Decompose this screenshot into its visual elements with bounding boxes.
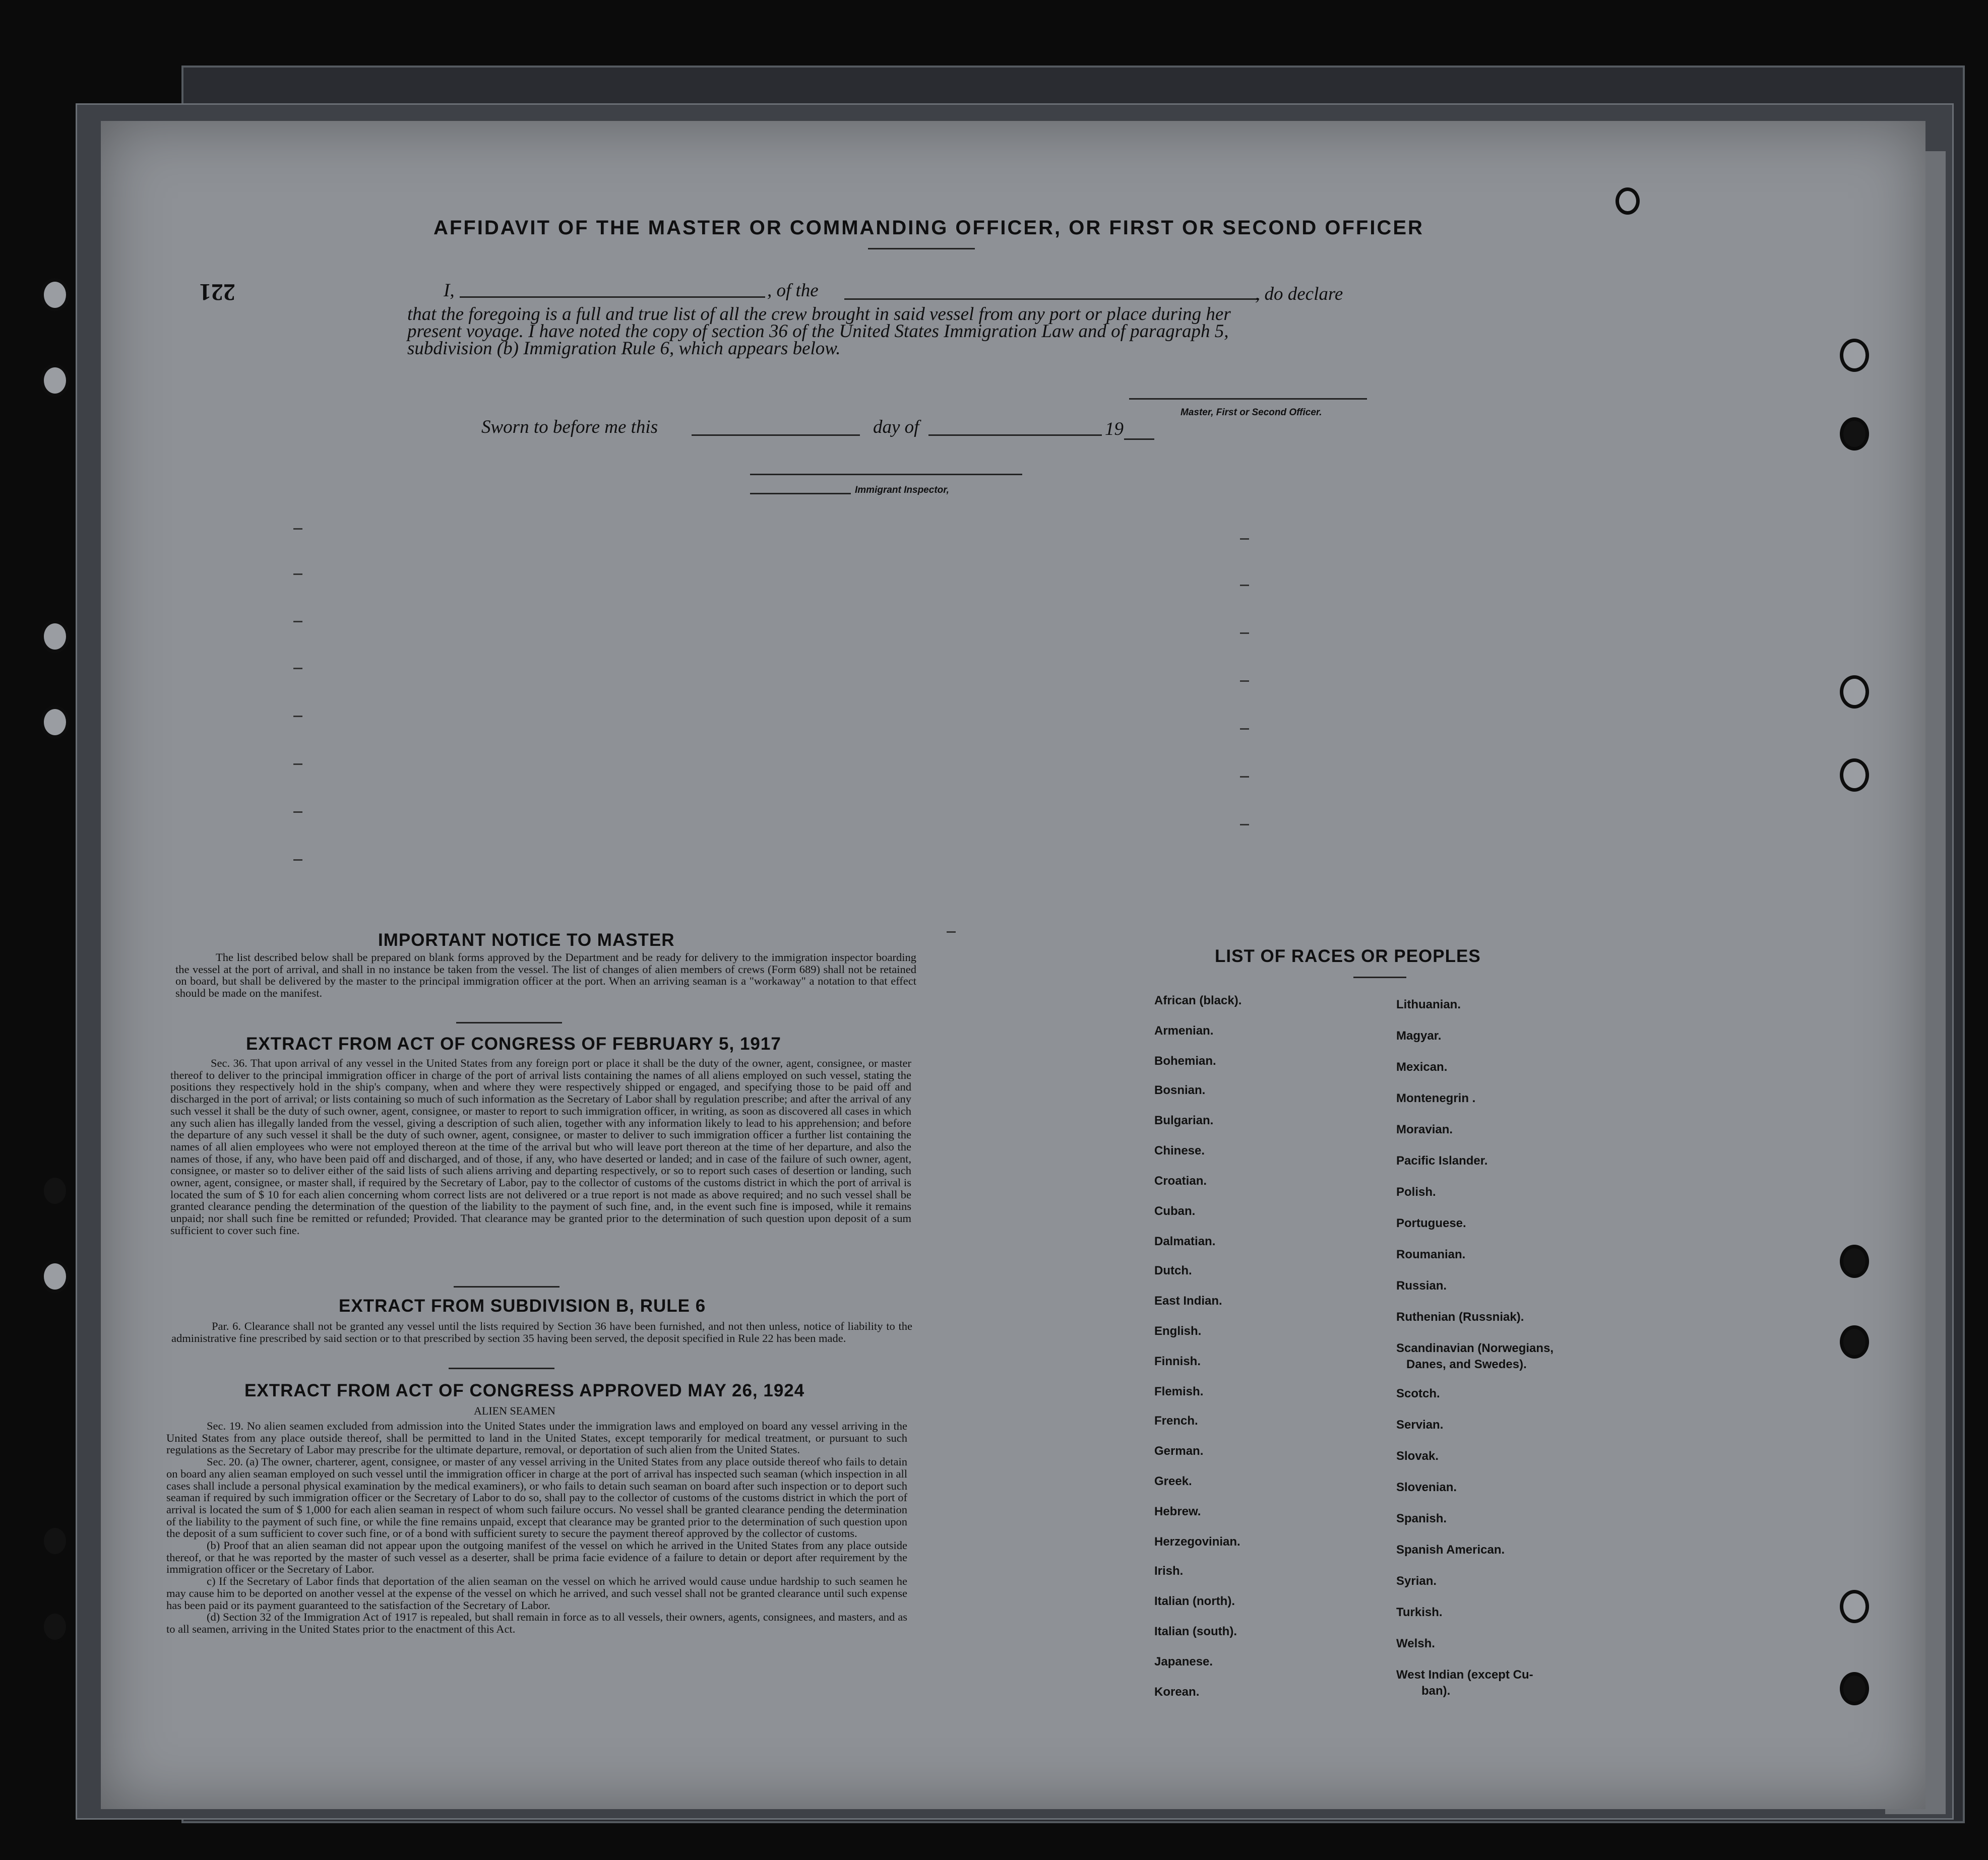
race-item: Welsh.: [1396, 1637, 1435, 1650]
alien-seamen-subtitle: ALIEN SEAMEN: [474, 1404, 555, 1417]
page-number: 221: [199, 279, 235, 305]
declaration-line: subdivision (b) Immigration Rule 6, which appears below.: [407, 338, 841, 359]
races-title-underline: [1353, 977, 1406, 978]
binder-hole-icon: [40, 278, 70, 311]
sworn-month-blank: [928, 434, 1102, 436]
section-20a-paragraph: Sec. 20. (a) The owner, charterer, agent, consignee, or master of any vessel arriving in the United States from any place outside thereof who fails to detain on board any alien seaman employed on such vessel until the immigration officer in charge at the port of arrival has inspected such seaman (which inspection in all cases shall include a personal physical examination by the medical examiners), or who fails to detain such seaman on board after such inspection or to deport such seaman if required by such immigration officer or the Secretary of Labor to do so, shall pay to the collector of customs of the customs district in which the port of arrival is located the sum of $ 1,000 for each alien seaman in respect of whom such failure occurs. No vessel shall be granted clearance pending the determination of the liability to the payment of such fine, or while the fine remains unpaid, except that clearance may be granted prior to the determination of such question upon the deposit of a sum sufficient to cover such fine, or of a bond with sufficient surety to secure the payment thereof approved by the collector of customs.: [166, 1455, 907, 1540]
race-item: English.: [1154, 1324, 1202, 1338]
race-item: Magyar.: [1396, 1029, 1442, 1043]
binder-hole-icon: [1840, 1672, 1869, 1705]
race-item: Bohemian.: [1154, 1054, 1216, 1068]
sworn-day-blank: [692, 434, 860, 436]
master-signature-label: Master, First or Second Officer.: [1181, 407, 1322, 418]
declaration-line: that the foregoing is a full and true list of all the crew brought in said vessel from any port or place during her: [407, 304, 1231, 325]
race-item: Spanish.: [1396, 1512, 1447, 1525]
race-item: Dalmatian.: [1154, 1235, 1216, 1248]
year-prefix: 19: [1105, 419, 1124, 439]
race-item: Montenegrin .: [1396, 1092, 1476, 1105]
race-item: German.: [1154, 1444, 1204, 1458]
column-dash: [1240, 824, 1249, 825]
race-item: French.: [1154, 1414, 1198, 1428]
race-item: Irish.: [1154, 1564, 1184, 1578]
race-item: Danes, and Swedes).: [1406, 1358, 1527, 1371]
section-20d-paragraph: (d) Section 32 of the Immigration Act of 1917 is repealed, but shall remain in force as to all vessels, their owners, agents, consignees, and masters, and as to all seamen, arriving in the United States prior to the enactment of this Act.: [166, 1611, 907, 1635]
binder-hole-icon: [40, 1610, 70, 1643]
race-item: Portuguese.: [1396, 1216, 1466, 1230]
race-item: Greek.: [1154, 1474, 1192, 1488]
column-dash: [293, 621, 302, 622]
binder-hole-icon: [40, 620, 70, 653]
binder-hole-icon: [40, 705, 70, 739]
column-dash: [293, 716, 302, 717]
race-item: Scotch.: [1396, 1387, 1440, 1400]
race-item: Herzegovinian.: [1154, 1535, 1240, 1549]
race-item: Syrian.: [1396, 1574, 1437, 1588]
master-signature-line: [1129, 398, 1367, 400]
race-item: ban).: [1421, 1684, 1451, 1698]
race-item: Polish.: [1396, 1185, 1436, 1199]
inspector-signature-line-top: [750, 474, 1022, 475]
notice-text: [175, 951, 916, 999]
section-20b-paragraph: (b) Proof that an alien seaman did not appear upon the outgoing manifest of the vessel on which he arrived in the United States from any place outside thereof, or that he was reported by the master of such vessel as a deserter, shall be prima facie evidence of a failure to detain or deport after requirement by the immigration officer or the Secretary of Labor.: [166, 1539, 907, 1576]
notice-title: IMPORTANT NOTICE TO MASTER: [378, 930, 675, 950]
race-item: Pacific Islander.: [1396, 1154, 1488, 1168]
binder-hole-icon: [1616, 187, 1640, 215]
binder-hole-icon: [1840, 339, 1869, 372]
race-item: Spanish American.: [1396, 1543, 1505, 1557]
vessel-name-blank: [844, 298, 1259, 300]
column-dash: [1240, 585, 1249, 586]
declaration-line: present voyage. I have noted the copy of section 36 of the United States Immigration Law and of paragraph 5,: [407, 321, 1229, 342]
inspector-label: Immigrant Inspector,: [855, 485, 949, 495]
column-dash: [1240, 632, 1249, 634]
day-of-text: day of: [873, 417, 919, 437]
race-item: Turkish.: [1396, 1606, 1443, 1619]
race-item: Bosnian.: [1154, 1083, 1206, 1097]
column-dash: [1240, 776, 1249, 778]
binder-hole-icon: [1840, 417, 1869, 451]
race-item: Flemish.: [1154, 1385, 1204, 1398]
race-item: Servian.: [1396, 1418, 1444, 1432]
declare-end: , do declare: [1255, 284, 1343, 304]
binder-hole-icon: [1840, 758, 1869, 792]
extract-1917-text: [170, 1057, 911, 1237]
race-item: Italian (south).: [1154, 1625, 1237, 1638]
notice-paragraph: The list described below shall be prepared on blank forms approved by the Department and be ready for delivery to the immigration inspector boarding the vessel at the port of arrival, and shall in no instance be taken from the vessel. The list of changes of alien members of crews (Form 689) shall not be retained on board, but shall be delivered by the master to the principal immigration officer at the port. When an arriving seaman is a "workaway" a notation to that effect should be made on the manifest.: [175, 951, 916, 1000]
section-divider: [456, 1022, 562, 1023]
race-item: Roumanian.: [1396, 1248, 1466, 1261]
declare-of-the: , of the: [767, 280, 819, 301]
column-dash: [947, 931, 956, 933]
binder-hole-icon: [1840, 675, 1869, 709]
binder-hole-icon: [1840, 1325, 1869, 1359]
race-item: Croatian.: [1154, 1174, 1207, 1188]
rule6-title: EXTRACT FROM SUBDIVISION B, RULE 6: [339, 1296, 706, 1316]
binder-hole-icon: [40, 1174, 70, 1207]
rule6-text: [171, 1320, 912, 1344]
section-divider: [454, 1286, 560, 1288]
declare-i: I,: [444, 280, 455, 301]
race-item: African (black).: [1154, 994, 1242, 1007]
binder-hole-icon: [40, 1260, 70, 1293]
column-dash: [293, 859, 302, 861]
race-item: Korean.: [1154, 1685, 1200, 1699]
column-dash: [1240, 680, 1249, 682]
column-dash: [293, 528, 302, 530]
section-36-paragraph: Sec. 36. That upon arrival of any vessel in the United States from any foreign port or place it shall be the duty of the owner, agent, consignee, or master thereof to deliver to the principal immigration officer in charge of the port of arrival lists containing the names of all aliens employed on such vessel, stating the positions they respectively hold in the ship's company, when and where they were respectively shipped or engaged, and specifying those to be paid off and discharged in the port of arrival; or lists containing so much of such information as the Secretary of Labor shall by regulation prescribe; and after the arrival of any such vessel it shall be the duty of such owner, agent, consignee, or master to report to such immigration officer, in writing, as soon as discovered all cases in which any such alien has illegally landed from the vessel, giving a description of such alien, together with any information likely to lead to his apprehension; and before the departure of any such vessel it shall be the duty of such owner, agent, consignee, or master to deliver to such immigration officer a further list containing the names of all alien employees who were not employed thereon at the time of the arrival but who will leave port thereon at the time of her departure, and also the names of those, if any, who have been paid off and discharged, and of those, if any, who have deserted or landed; and in case of the failure of such owner, agent, consignee, or master so to deliver either of the said lists of such aliens arriving and departing respectively, or so to report such cases of desertion or landing, such owner, agent, consignee, or master shall, if required by the Secretary of Labor, pay to the collector of customs of the customs district in which the port of arrival is located the sum of $ 10 for each alien concerning whom correct lists are not delivered or a true report is not made as above required; and no such vessel shall be granted clearance pending the determination of the question of the liability to the payment of such fine, and, in the event such fine is imposed, while it remains unpaid; nor shall such fine be remitted or refunded; Provided. That clearance may be granted prior to the determination of such question upon deposit of a sum sufficient to cover such fine.: [170, 1057, 911, 1237]
races-title: LIST OF RACES OR PEOPLES: [1215, 946, 1481, 966]
column-dash: [293, 763, 302, 765]
binder-hole-icon: [1840, 1590, 1869, 1623]
column-dash: [1240, 538, 1249, 540]
race-item: Cuban.: [1154, 1204, 1196, 1218]
race-item: Japanese.: [1154, 1655, 1213, 1669]
race-item: Dutch.: [1154, 1264, 1192, 1277]
column-dash: [293, 811, 302, 813]
inspector-signature-line: [750, 493, 851, 494]
binder-hole-icon: [1840, 1245, 1869, 1278]
binder-hole-icon: [40, 364, 70, 397]
extract-1924-title: EXTRACT FROM ACT OF CONGRESS APPROVED MAY 26, 1924: [244, 1381, 805, 1400]
race-item: Bulgarian.: [1154, 1114, 1214, 1127]
sworn-year-blank: [1124, 438, 1154, 440]
affidavit-title: AFFIDAVIT OF THE MASTER OR COMMANDING OFFICER, OR FIRST OR SECOND OFFICER: [433, 217, 1424, 239]
race-item: Russian.: [1396, 1279, 1447, 1293]
rule6-paragraph: Par. 6. Clearance shall not be granted any vessel until the lists required by Section 36 have been furnished, and not then unless, notice of liability to the administrative fine prescribed by said section or to that prescribed by section 35 having been served, the deposit specified in Rule 22 has been made.: [171, 1320, 912, 1344]
master-name-blank: [460, 296, 765, 298]
race-item: West Indian (except Cu-: [1396, 1668, 1533, 1682]
race-item: Chinese.: [1154, 1144, 1205, 1158]
section-divider: [449, 1368, 554, 1369]
title-underline: [868, 248, 975, 249]
race-item: Slovenian.: [1396, 1481, 1457, 1494]
race-item: Italian (north).: [1154, 1594, 1235, 1608]
race-item: Hebrew.: [1154, 1505, 1201, 1518]
race-item: Lithuanian.: [1396, 998, 1461, 1011]
column-dash: [293, 668, 302, 669]
race-item: Scandinavian (Norwegians,: [1396, 1341, 1554, 1355]
race-item: Armenian.: [1154, 1024, 1214, 1038]
race-item: Ruthenian (Russniak).: [1396, 1310, 1524, 1324]
extract-1924-text: [166, 1420, 907, 1635]
binder-hole-icon: [40, 1524, 70, 1558]
column-dash: [1240, 728, 1249, 730]
section-20c-paragraph: c) If the Secretary of Labor finds that deportation of the alien seaman on the vessel on which he arrived would cause undue hardship to such seamen he may cause him to be deported on another vessel at the expense of the vessel on which he arrived, and such vessel shall not be granted clearance until such expense has been paid or its payment guaranteed to the satisfaction of the Secretary of Labor.: [166, 1575, 907, 1612]
race-item: Finnish.: [1154, 1355, 1201, 1368]
extract-1917-title: EXTRACT FROM ACT OF CONGRESS OF FEBRUARY 5, 1917: [246, 1034, 781, 1054]
race-item: Moravian.: [1396, 1123, 1453, 1136]
race-item: Mexican.: [1396, 1060, 1448, 1074]
sworn-text: Sworn to before me this: [481, 417, 658, 437]
section-19-paragraph: Sec. 19. No alien seamen excluded from admission into the United States under the immigration laws and employed on board any vessel arriving in the United States from any place outside thereof, shall be permitted to land in the United States, except temporarily for medical treatment, or pursuant to such regulations as the Secretary of Labor may prescribe for the ultimate departure, removal, or deportation of such alien from the United States.: [166, 1420, 907, 1456]
race-item: East Indian.: [1154, 1294, 1222, 1308]
race-item: Slovak.: [1396, 1449, 1439, 1463]
column-dash: [293, 573, 302, 575]
